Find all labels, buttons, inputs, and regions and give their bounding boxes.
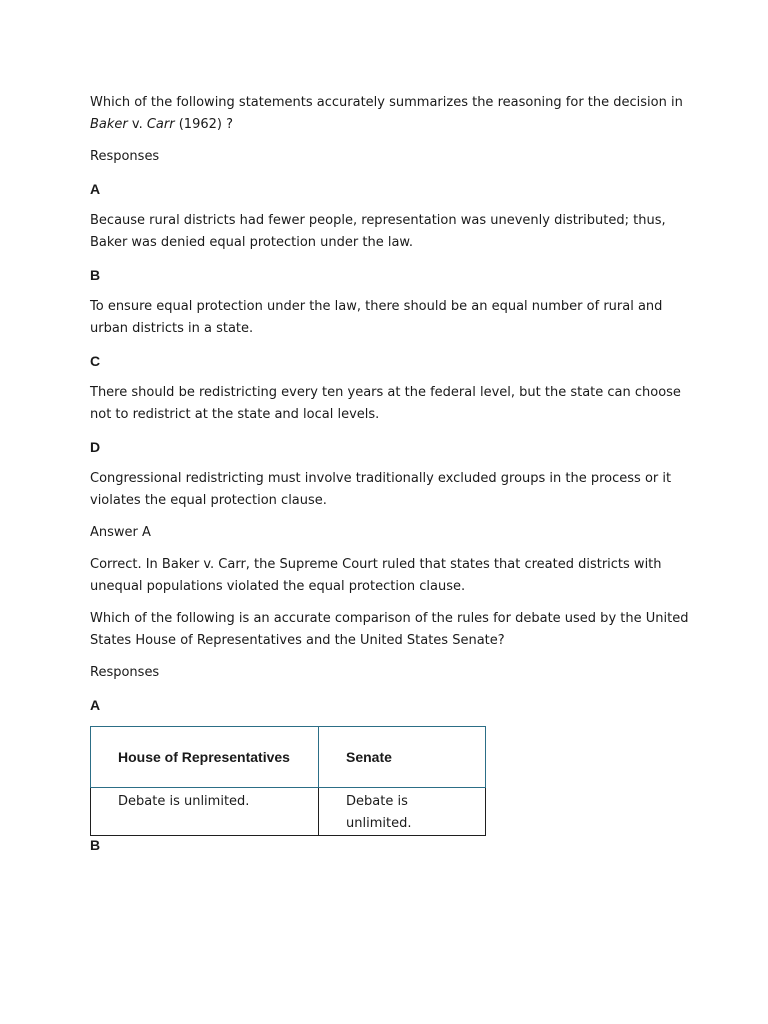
responses-label-2: Responses [90, 665, 160, 680]
table-header-row [91, 727, 486, 788]
option-text-b: To ensure equal protection under the law, there should be an equal number of rural and urban districts in a state. [90, 299, 663, 336]
responses-label: Responses [90, 149, 160, 164]
cell-house-debate: Debate is unlimited. [91, 788, 319, 836]
option-letter-c: C [90, 353, 101, 369]
answer-label: Answer A [90, 525, 151, 540]
option-letter-b: B [90, 267, 101, 283]
comparison-table [90, 726, 486, 836]
option-letter-d: D [90, 439, 101, 455]
question-1-text: Which of the following statements accurately summarizes the reasoning for the decision in Baker v. Carr (1962) ? [90, 95, 683, 132]
option-text-c: There should be redistricting every ten years at the federal level, but the state can choose not to redistrict at the state and local levels. [90, 385, 681, 422]
document-body [90, 92, 690, 868]
q2-option-letter-b: B [90, 837, 101, 853]
q2-option-letter-a: A [90, 697, 101, 713]
answer-explanation: Correct. In Baker v. Carr, the Supreme Court ruled that states that created districts with unequal populations violated the equal protection clause. [90, 557, 662, 594]
option-letter-a: A [90, 181, 101, 197]
cell-senate-debate: Debate is unlimited. [319, 788, 486, 836]
table-row [91, 788, 486, 836]
option-text-a: Because rural districts had fewer people, representation was unevenly distributed; thus, Baker was denied equal protection under the law. [90, 213, 666, 250]
case-name-carr: Carr [146, 117, 175, 132]
case-name-baker: Baker [90, 117, 128, 132]
option-text-d: Congressional redistricting must involve traditionally excluded groups in the process or it violates the equal protection clause. [90, 471, 672, 508]
header-senate: Senate [319, 727, 486, 788]
question-2-text: Which of the following is an accurate comparison of the rules for debate used by the United States House of Representatives and the United States Senate? [90, 611, 689, 648]
header-house: House of Representatives [91, 727, 319, 788]
